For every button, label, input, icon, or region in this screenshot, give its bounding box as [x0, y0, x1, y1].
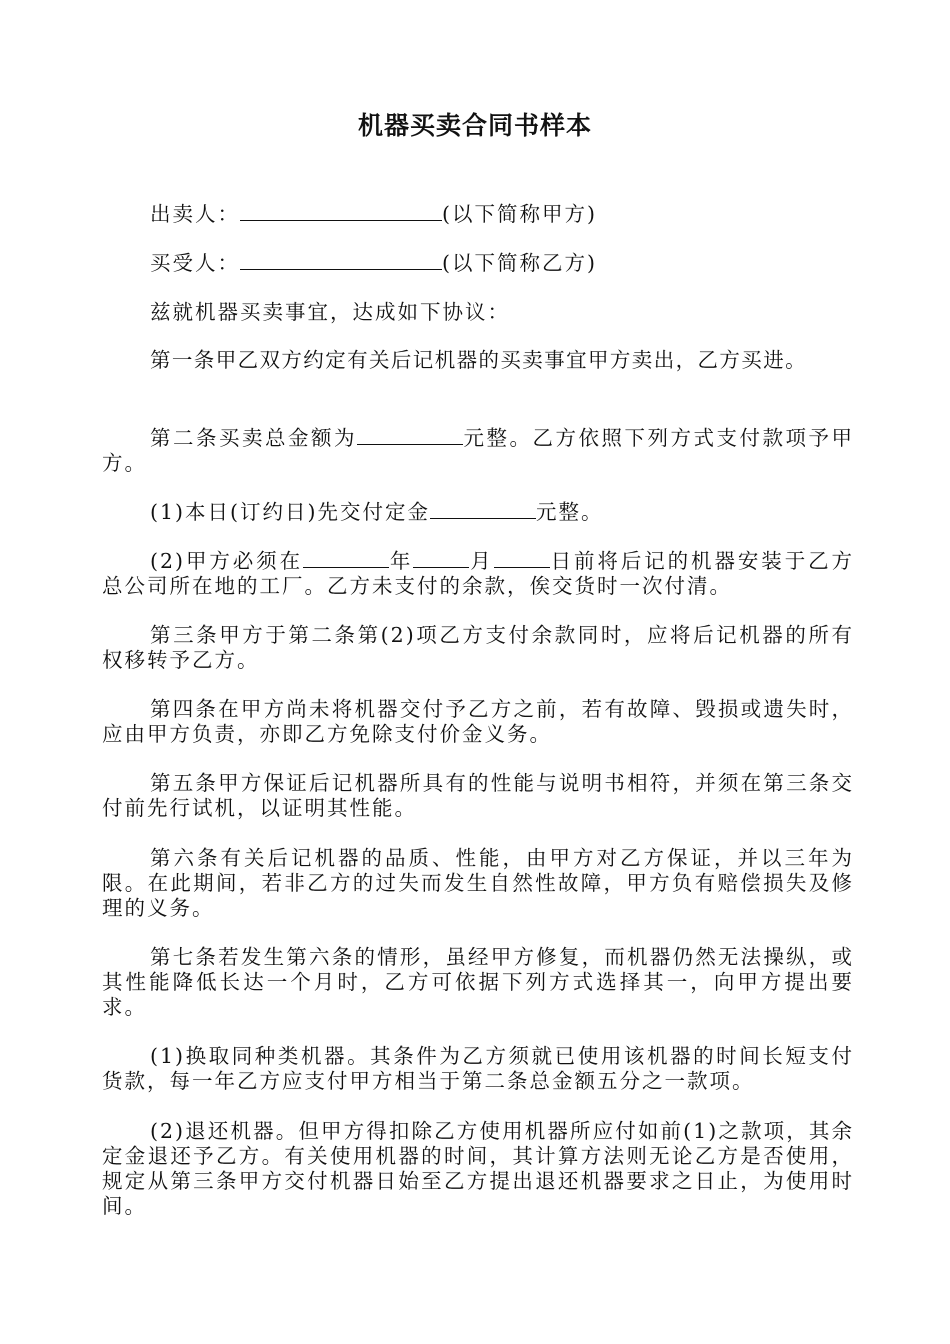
article-2-item-2-text-c: 月: [469, 549, 494, 573]
article-2-text-a: 第二条买卖总金额为: [150, 426, 357, 450]
seller-blank: [240, 200, 442, 221]
seller-line: [102, 200, 854, 227]
total-amount-blank: [357, 424, 463, 445]
deposit-blank: [430, 498, 536, 519]
document-title: 机器买卖合同书样本: [357, 111, 592, 140]
intro-paragraph: 兹就机器买卖事宜，达成如下协议：: [150, 300, 510, 324]
article-7-item-1: (1)换取同种类机器。其条件为乙方须就已使用该机器的时间长短支付货款，每一年乙方应支付甲方相当于第二条总金额五分之一款项。: [102, 1044, 854, 1093]
buyer-blank: [240, 249, 442, 270]
month-blank: [413, 547, 469, 568]
article-2-item-2-text-d: 日前将后记的机器安装于乙方总公司所在地的工厂。乙方未支付的余款，俟交货时一次付清。: [102, 549, 855, 598]
article-7: 第七条若发生第六条的情形，虽经甲方修复，而机器仍然无法操纵，或其性能降低长达一个月时，乙方可依据下列方式选择其一，向甲方提出要求。: [102, 945, 854, 1019]
article-1: 第一条甲乙双方约定有关后记机器的买卖事宜甲方卖出，乙方买进。: [150, 348, 807, 372]
article-2-item-1-text-b: 元整。: [536, 500, 604, 524]
article-2: [102, 424, 854, 476]
article-2-item-2-text-b: 年: [389, 549, 414, 573]
buyer-note: (以下简称乙方): [442, 251, 597, 275]
article-3: 第三条甲方于第二条第(2)项乙方支付余款同时，应将后记机器的所有权移转予乙方。: [102, 623, 854, 672]
article-2-item-2-text-a: (2)甲方必须在: [150, 549, 304, 573]
article-2-text-b: 元整。乙方依照下列方式支付款项予甲方。: [102, 426, 854, 475]
year-blank: [303, 547, 389, 568]
buyer-label: 买受人：: [150, 251, 240, 275]
article-2-item-2: [102, 547, 854, 599]
article-6: 第六条有关后记机器的品质、性能，由甲方对乙方保证，并以三年为限。在此期间，若非乙方的过失而发生自然性故障，甲方负有赔偿损失及修理的义务。: [102, 846, 854, 920]
article-7-item-2: (2)退还机器。但甲方得扣除乙方使用机器所应付如前(1)之款项，其余定金退还予乙方。有关使用机器的时间，其计算方法则无论乙方是否使用，规定从第三条甲方交付机器日始至乙方提出退还机器要求之日止，为使用时间。: [102, 1119, 854, 1218]
seller-label: 出卖人：: [150, 202, 240, 226]
day-blank: [494, 547, 550, 568]
article-5: 第五条甲方保证后记机器所具有的性能与说明书相符，并须在第三条交付前先行试机，以证明其性能。: [102, 771, 854, 820]
seller-note: (以下简称甲方): [442, 202, 597, 226]
buyer-line: [102, 249, 854, 276]
article-4: 第四条在甲方尚未将机器交付予乙方之前，若有故障、毁损或遗失时，应由甲方负责，亦即乙方免除支付价金义务。: [102, 697, 854, 746]
article-2-item-1-text-a: (1)本日(订约日)先交付定金: [150, 500, 431, 524]
article-2-item-1: [102, 498, 854, 525]
